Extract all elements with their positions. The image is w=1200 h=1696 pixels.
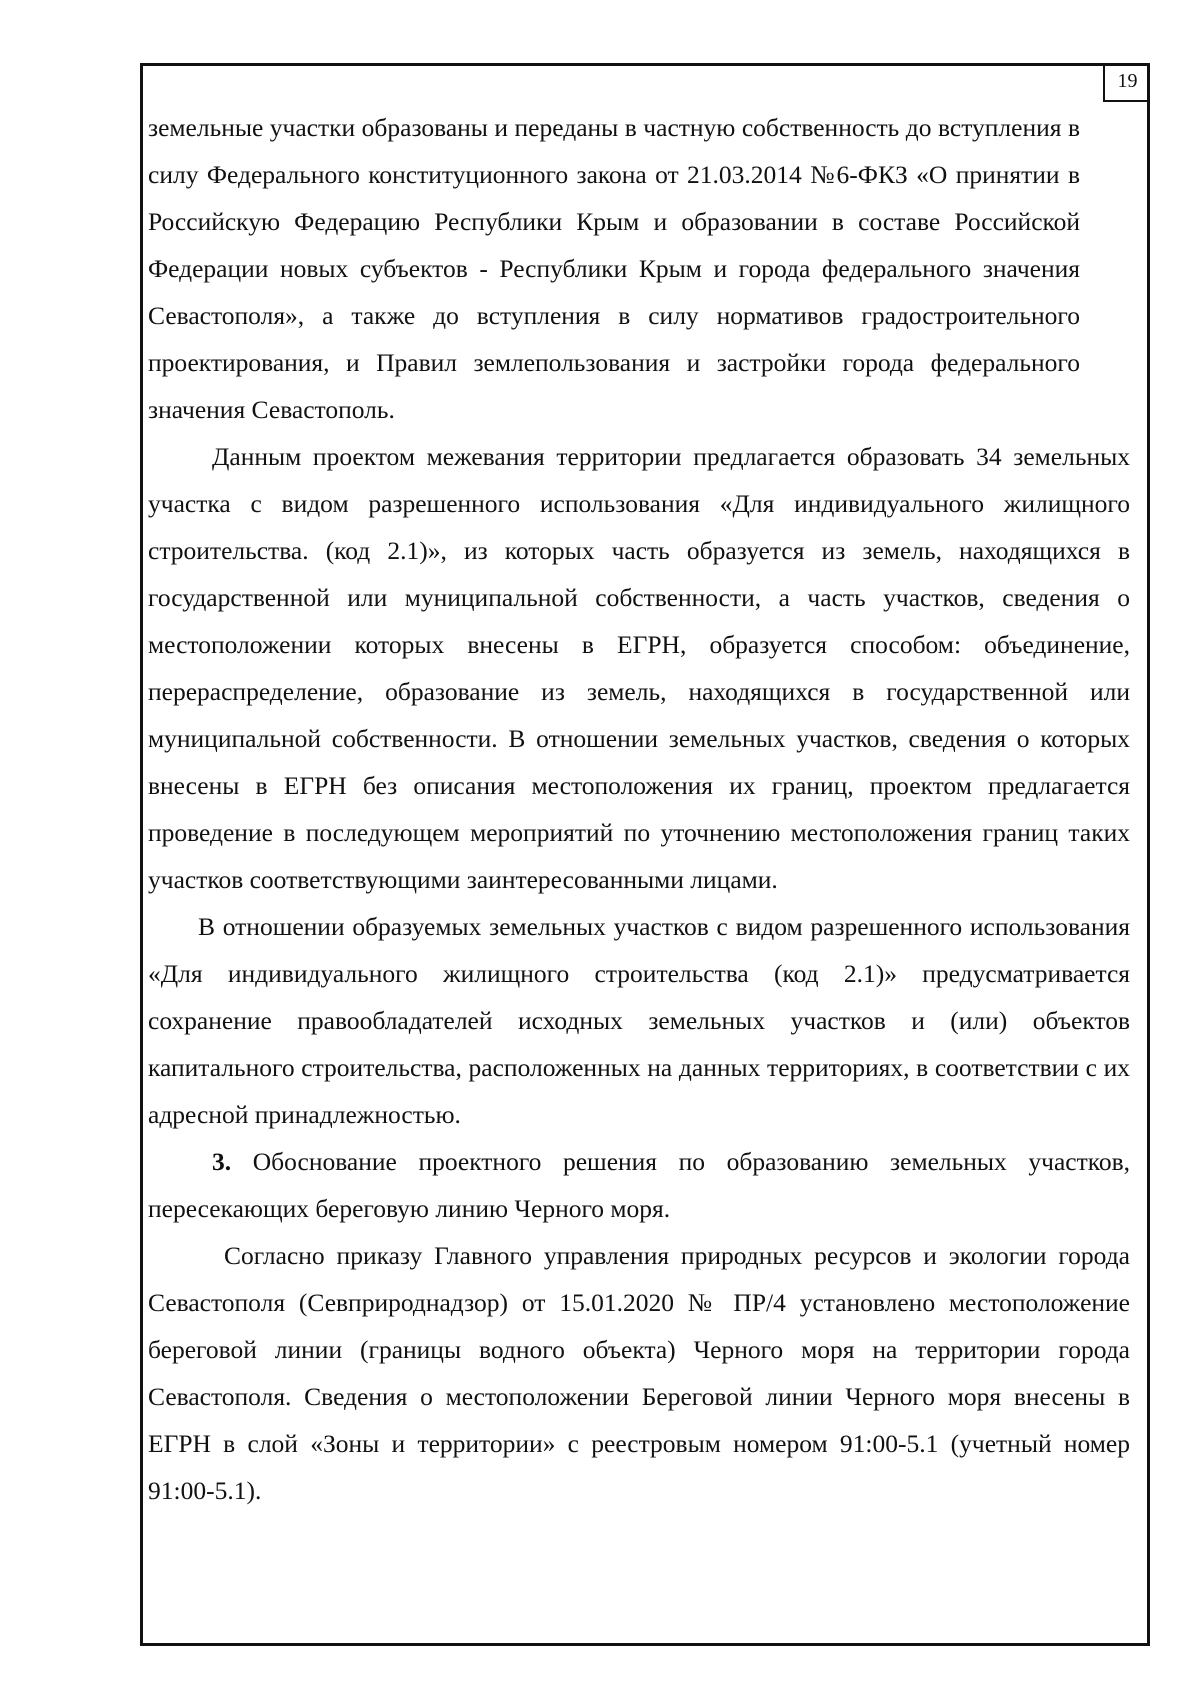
paragraph-survey-project: Данным проектом межевания территории предлагается образовать 34 земельных участка с видом разрешенного использования «Для индивидуального жилищного строительства. (код 2.1)», из которых часть образуется из земель, находящихся в государственной или муниципальной собственности, а часть участков, сведения о местоположении которых внесены в ЕГРН, образуется способом: объединение, перераспределение, образование из земель, находящихся в государственной или муниципальной собственности. В отношении земельных участков, сведения о которых внесены в ЕГРН без описания местоположения их границ, проектом предлагается проведение в последующем мероприятий по уточнению местоположения границ таких участков соответствующими заинтересованными лицами.	[148, 442, 1130, 894]
paragraph-rights-holders: В отношении образуемых земельных участков с видом разрешенного использования «Для индивидуального жилищного строительства (код 2.1)» предусматривается сохранение правообладателей исходных земельных участков и (или) объектов капитального строительства, расположенных на данных территориях, в соответствии с их адресной принадлежностью.	[148, 912, 1130, 1129]
page-number: 19	[1103, 65, 1150, 102]
section-title: Обоснование проектного решения по образованию земельных участков, пересекающих береговую линию Черного моря.	[148, 1147, 1130, 1223]
paragraph-coastline: Согласно приказу Главного управления природных ресурсов и экологии города Севастополя (Севприроднадзор) от 15.01.2020 № ПР/4 установлено местоположение береговой линии (границы водного объекта) Черного моря на территории города Севастополя. Сведения о местоположении Береговой линии Черного моря внесены в ЕГРН в слой «Зоны и территории» с реестровым номером 91:00-5.1 (учетный номер 91:00-5.1).	[148, 1241, 1130, 1505]
section-number: 3.	[212, 1147, 232, 1176]
document-body	[148, 104, 1130, 1514]
section-3-heading	[148, 1138, 1130, 1232]
paragraph-continuation: земельные участки образованы и переданы в частную собственность до вступления в силу Федерального конституционного закона от 21.03.2014 №6-ФКЗ «О принятии в Российскую Федерацию Республики Крым и образовании в составе Российской Федерации новых субъектов - Республики Крым и города федерального значения Севастополя», а также до вступления в силу нормативов градостроительного проектирования, и Правил землепользования и застройки города федерального значения Севастополь.	[148, 113, 1080, 424]
